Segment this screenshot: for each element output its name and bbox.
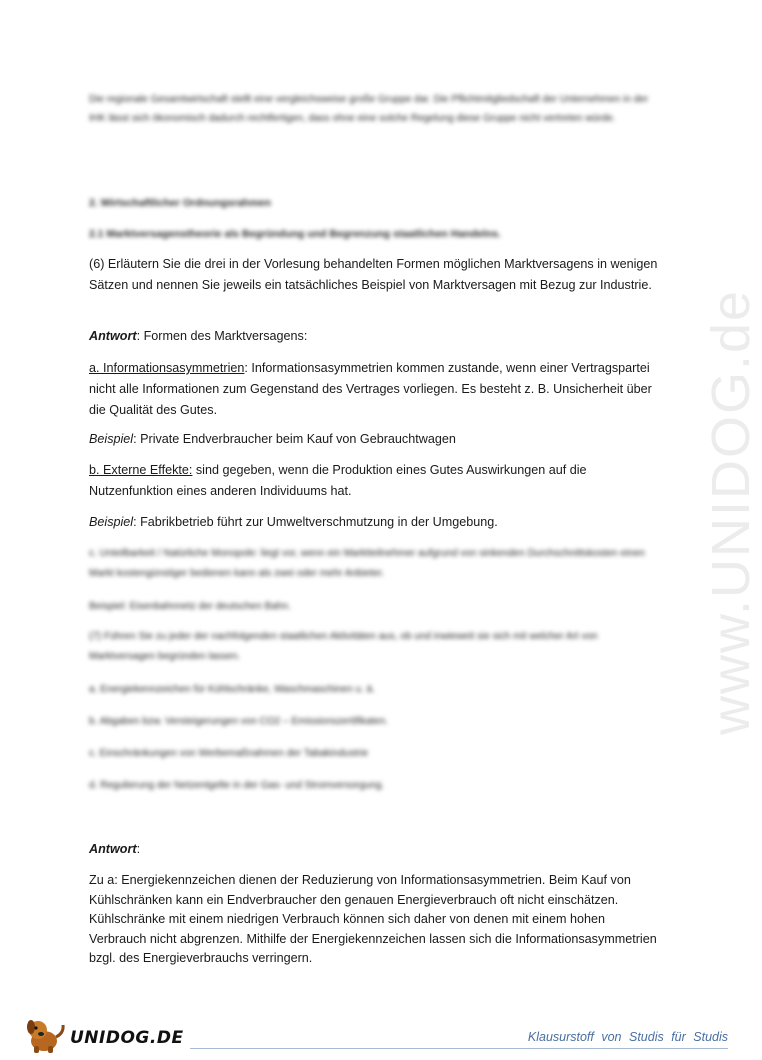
example-a — [89, 429, 659, 450]
footer-divider — [190, 1048, 728, 1049]
logo-text: UNIDOG.DE — [70, 1028, 184, 1048]
dog-icon — [20, 1015, 70, 1055]
answer-paragraph: Zu a: Energiekennzeichen dienen der Reduzierung von Informationsasymmetrien. Beim Kauf von Kühlschränken kann ein Endverbraucher den genauen Energieverbrauch oft nicht einschätzen. Kühlschränke mit einem niedrigen Verbrauch können sich daher von denen mit einem hohen Verbrauch nicht abgrenzen. Mithilfe der Energiekennzeichen lassen sich die Informationsasymmetrien bzgl. des Energieverbrauchs verringern. — [89, 873, 657, 965]
example-a-label: Beispiel — [89, 432, 134, 446]
example-b-text: : Fabrikbetrieb führt zur Umweltverschmutzung in der Umgebung. — [133, 515, 498, 529]
section-heading: 2. Wirtschaftlicher Ordnungsrahmen — [89, 197, 271, 209]
subsection-heading: 2.1 Marktversagenstheorie als Begründung und Begrenzung staatlichen Handelns. — [89, 228, 501, 240]
answer-text: : Formen des Marktversagens: — [136, 329, 308, 343]
intro-paragraph: Die regionale Gesamtwirtschaft stellt eine vergleichsweise große Gruppe dar. Die Pflichtmitgliedschaft der Unternehmen in der IHK lässt sich ökonomisch dadurch rechtfertigen, dass ohne eine solche Regelung diese Gruppe nicht vertreten würde. — [89, 94, 649, 124]
answer-heading-1 — [89, 326, 659, 347]
unidog-logo — [20, 1015, 184, 1055]
item-b — [89, 460, 659, 502]
item-a-title: a. Informationsasymmetrien — [89, 361, 245, 375]
answer-label: Antwort — [89, 329, 137, 343]
question-6: (6) Erläutern Sie die drei in der Vorlesung behandelten Formen möglichen Marktversagens in wenigen Sätzen und nennen Sie jeweils ein tatsächliches Beispiel von Marktversagen mit Bezug zur Industrie. — [89, 257, 658, 292]
list-item: c. Einschränkungen von Werbemaßnahmen der Tabakindustrie — [89, 748, 369, 759]
item-b-title: b. Externe Effekte: — [89, 463, 193, 477]
item-b-text: sind gegeben, wenn die Produktion eines Gutes Auswirkungen auf die Nutzenfunktion eines anderen Individuums hat. — [89, 463, 587, 498]
item-c: c. Unteilbarkeit / Natürliche Monopole: liegt vor, wenn ein Marktteilnehmer aufgrund von sinkenden Durchschnittskosten einen Markt kostengünstiger bedienen kann als zwei oder mehr Anbieter. — [89, 548, 645, 579]
list-item: d. Regulierung der Netzentgelte in der Gas- und Stromversorgung. — [89, 780, 385, 791]
footer-tagline: Klausurstoff von Studis für Studis — [527, 1030, 728, 1044]
item-a — [89, 358, 659, 421]
answer-heading-2 — [89, 839, 659, 860]
example-b-label: Beispiel — [89, 515, 134, 529]
example-a-text: : Private Endverbraucher beim Kauf von Gebrauchtwagen — [133, 432, 456, 446]
watermark: www.UNIDOG.de — [701, 288, 761, 735]
item-a-text: : Informationsasymmetrien kommen zustande, wenn einer Vertragspartei nicht alle Informationen zum Gegenstand des Vertrages vorliegen. Es besteht z. B. Unsicherheit über die Qualität des Gutes. — [89, 361, 652, 417]
answer-label: Antwort — [89, 842, 137, 856]
list-item: a. Energiekennzeichen für Kühlschränke, Waschmaschinen u. ä. — [89, 684, 375, 695]
question-7: (7) Führen Sie zu jeder der nachfolgenden staatlichen Aktivitäten aus, ob und inwieweit sie sich mit welcher Art von Marktversagen begründen lassen. — [89, 631, 598, 662]
example-b — [89, 512, 659, 533]
example-c: Beispiel: Eisenbahnnetz der deutschen Bahn. — [89, 601, 291, 612]
answer-text: : — [136, 842, 141, 856]
list-item: b. Abgaben bzw. Versteigerungen von CO2 – Emissionszertifikaten. — [89, 716, 389, 727]
